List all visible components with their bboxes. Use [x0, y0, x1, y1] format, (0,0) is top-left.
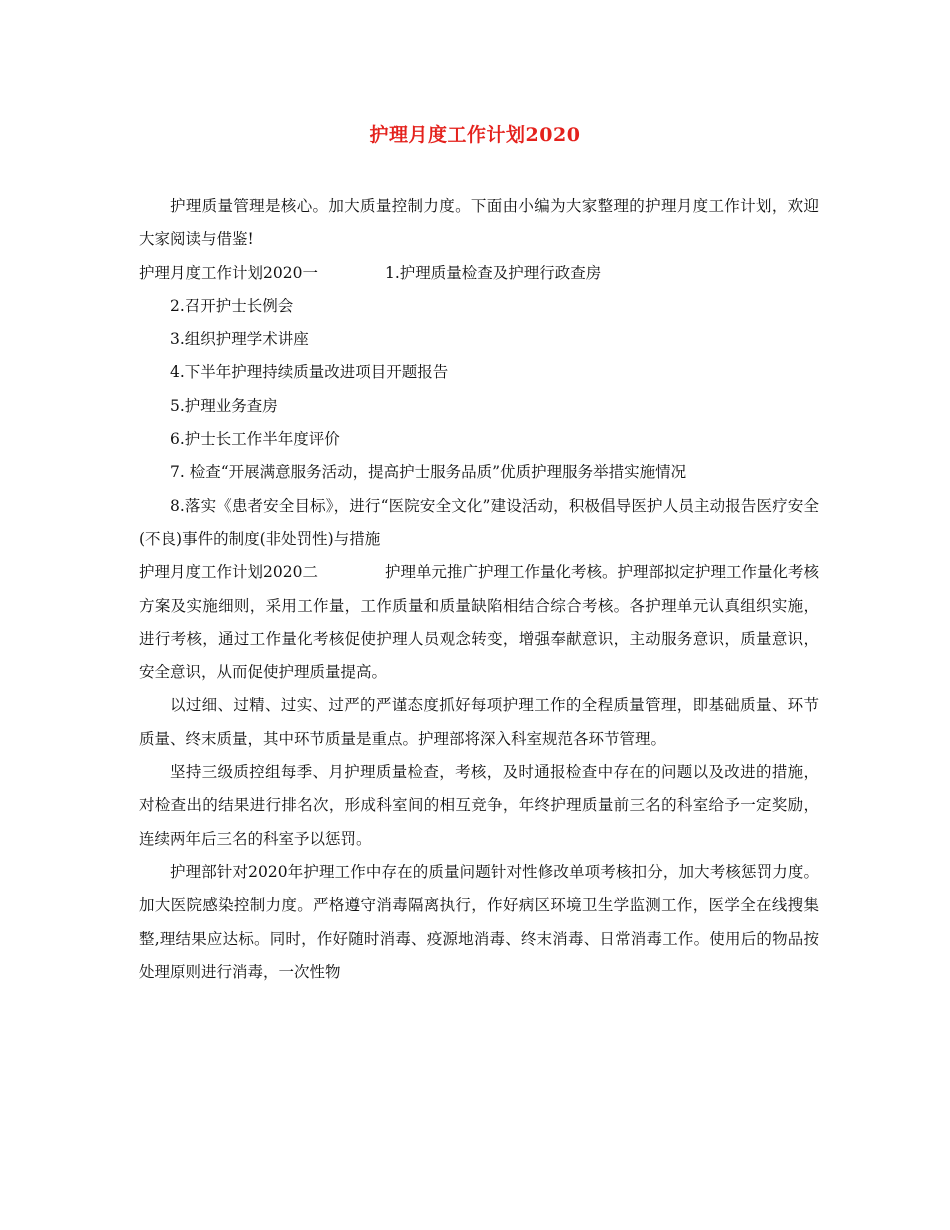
section-2-paragraph-4: 护理部针对2020年护理工作中存在的质量问题针对性修改单项考核扣分，加大考核惩罚力度。加大医院感染控制力度。严格遵守消毒隔离执行，作好病区环境卫生学监测工作，医学全在线搜集整,理结果应达标。同时，作好随时消毒、疫源地消毒、终末消毒、日常消毒工作。使用后的物品按处理原则进行消毒，一次性物 — [139, 862, 819, 981]
section-2-paragraph-1: 护理单元推广护理工作量化考核。护理部拟定护理工作量化考核方案及实施细则，采用工作量，工作质量和质量缺陷相结合综合考核。各护理单元认真组织实施，进行考核，通过工作量化考核促使护理人员观念转变，增强奉献意识，主动服务意识，质量意识，安全意识，从而促使护理质量提高。 — [139, 563, 820, 682]
section-1-item-3: 3.组织护理学术讲座 — [170, 330, 309, 349]
section-2-paragraph-2: 以过细、过精、过实、过严的严谨态度抓好每项护理工作的全程质量管理，即基础质量、环节质量、终末质量，其中环节质量是重点。护理部将深入科室规范各环节管理。 — [139, 696, 819, 748]
section-2-heading-line — [139, 556, 819, 689]
section-1-heading: 护理月度工作计划2020一 — [139, 263, 318, 282]
document-title: 护理月度工作计划2020 — [369, 124, 581, 146]
section-1-heading-line — [139, 257, 819, 290]
section-1-item-8: 8.落实《患者安全目标》，进行“医院安全文化”建设活动，积极倡导医护人员主动报告医疗安全(不良)事件的制度(非处罚性)与措施 — [139, 496, 819, 548]
section-1-item-2: 2.召开护士长例会 — [170, 296, 294, 315]
section-2-heading: 护理月度工作计划2020二 — [139, 563, 318, 582]
section-1-item-4: 4.下半年护理持续质量改进项目开题报告 — [170, 363, 449, 382]
section-1-item-1: 1.护理质量检查及护理行政查房 — [385, 263, 602, 282]
section-1-item-5: 5.护理业务查房 — [170, 396, 278, 415]
intro-paragraph: 护理质量管理是核心。加大质量控制力度。下面由小编为大家整理的护理月度工作计划，欢迎大家阅读与借鉴! — [139, 197, 819, 249]
section-2-paragraph-3: 坚持三级质控组每季、月护理质量检查，考核，及时通报检查中存在的问题以及改进的措施，对检查出的结果进行排名次，形成科室间的相互竞争，年终护理质量前三名的科室给予一定奖励，连续两年后三名的科室予以惩罚。 — [139, 763, 819, 848]
section-1-item-6: 6.护士长工作半年度评价 — [170, 430, 340, 449]
document-body — [139, 190, 819, 989]
section-1-item-7: 7. 检查“开展满意服务活动，提高护士服务品质”优质护理服务举措实施情况 — [170, 463, 687, 482]
